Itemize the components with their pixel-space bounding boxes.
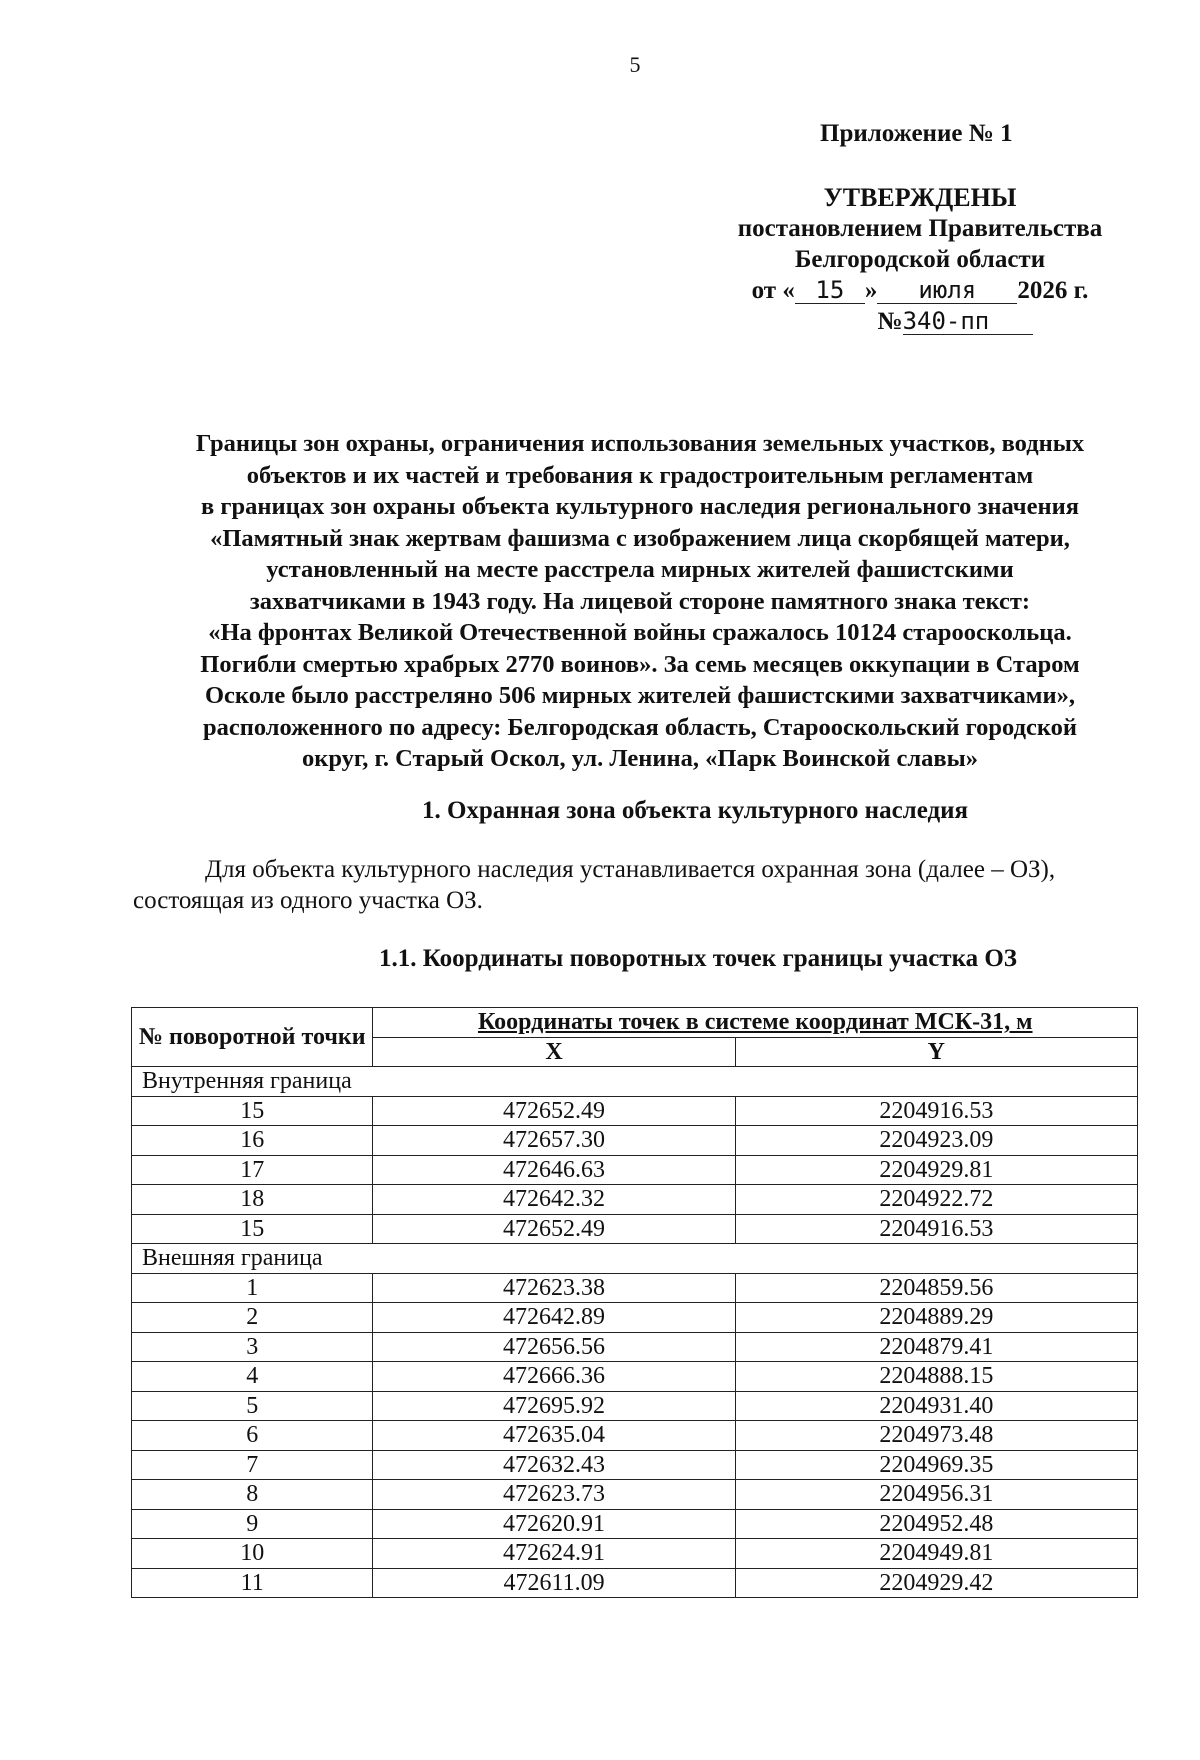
approval-number: [790, 306, 1120, 337]
title-line: захватчиками в 1943 году. На лицевой стороне памятного знака текст:: [249, 587, 1031, 615]
approved-heading: УТВЕРЖДЕНЫ: [823, 183, 1017, 212]
x-coordinate-cell: 472652.49: [373, 1096, 735, 1126]
table-header-row: [132, 1008, 1138, 1038]
table-row: [132, 1568, 1138, 1598]
x-coordinate-cell: 472635.04: [373, 1421, 735, 1451]
point-number-cell: 18: [132, 1185, 373, 1215]
number-prefix: №: [877, 308, 903, 335]
table-row: [132, 1391, 1138, 1421]
title-line: объектов и их частей и требования к градостроительным регламентам: [246, 461, 1034, 489]
table-row: [132, 1126, 1138, 1156]
x-coordinate-cell: 472695.92: [373, 1391, 735, 1421]
table-group-row: [132, 1244, 1138, 1274]
table-row: [132, 1303, 1138, 1333]
title-line: Погибли смертью храбрых 2770 воинов». За семь месяцев оккупации в Старом: [200, 650, 1080, 678]
point-number-cell: 2: [132, 1303, 373, 1333]
table-row: [132, 1480, 1138, 1510]
approved-region: Белгородской области: [794, 246, 1046, 273]
title-line: в границах зон охраны объекта культурного наследия регионального значения: [201, 493, 1079, 520]
body-paragraph: [133, 854, 1143, 916]
table-row: [132, 1096, 1138, 1126]
y-coordinate-cell: 2204952.48: [735, 1509, 1137, 1539]
x-coordinate-cell: 472642.32: [373, 1185, 735, 1215]
table-row: [132, 1185, 1138, 1215]
y-coordinate-cell: 2204916.53: [735, 1096, 1137, 1126]
table-body: [132, 1067, 1138, 1598]
title-line: Осколе было расстреляно 506 мирных жителей фашистскими захватчиками»,: [204, 682, 1075, 709]
date-day: 15: [795, 277, 865, 304]
x-coordinate-cell: 472611.09: [373, 1568, 735, 1598]
table-group-row: [132, 1067, 1138, 1097]
y-coordinate-cell: 2204929.81: [735, 1155, 1137, 1185]
y-coordinate-cell: 2204931.40: [735, 1391, 1137, 1421]
title-line: «Памятный знак жертвам фашизма с изображением лица скорбящей матери,: [210, 524, 1070, 552]
header-x: X: [373, 1037, 735, 1067]
x-coordinate-cell: 472646.63: [373, 1155, 735, 1185]
y-coordinate-cell: 2204889.29: [735, 1303, 1137, 1333]
resolution-number: 340-пп: [903, 308, 1033, 335]
table-row: [132, 1509, 1138, 1539]
table-row: [132, 1273, 1138, 1303]
x-coordinate-cell: 472623.38: [373, 1273, 735, 1303]
point-number-cell: 1: [132, 1273, 373, 1303]
approval-block: [720, 182, 1120, 337]
approval-date: [720, 275, 1120, 306]
group-label: Внутренняя граница: [132, 1067, 1138, 1097]
date-prefix: от «: [751, 277, 795, 304]
appendix-label: Приложение № 1: [820, 120, 1013, 147]
point-number-cell: 7: [132, 1450, 373, 1480]
y-coordinate-cell: 2204888.15: [735, 1362, 1137, 1392]
point-number-cell: 15: [132, 1214, 373, 1244]
group-label: Внешняя граница: [132, 1244, 1138, 1274]
paragraph-line: состоящая из одного участка ОЗ.: [133, 887, 483, 914]
y-coordinate-cell: 2204949.81: [735, 1539, 1137, 1569]
y-coordinate-cell: 2204879.41: [735, 1332, 1137, 1362]
point-number-cell: 10: [132, 1539, 373, 1569]
point-number-cell: 3: [132, 1332, 373, 1362]
x-coordinate-cell: 472624.91: [373, 1539, 735, 1569]
table-row: [132, 1450, 1138, 1480]
title-line: Границы зон охраны, ограничения использования земельных участков, водных: [195, 430, 1085, 457]
table-row: [132, 1362, 1138, 1392]
coordinates-table: [131, 1007, 1138, 1598]
title-line: установленный на месте расстрела мирных жителей фашистскими: [266, 556, 1014, 583]
x-coordinate-cell: 472656.56: [373, 1332, 735, 1362]
table-row: [132, 1155, 1138, 1185]
x-coordinate-cell: 472666.36: [373, 1362, 735, 1392]
header-y: Y: [735, 1037, 1137, 1067]
table-row: [132, 1539, 1138, 1569]
date-mid: »: [864, 277, 878, 304]
table-row: [132, 1421, 1138, 1451]
x-coordinate-cell: 472620.91: [373, 1509, 735, 1539]
point-number-cell: 17: [132, 1155, 373, 1185]
point-number-cell: 11: [132, 1568, 373, 1598]
document-title: [140, 428, 1140, 775]
point-number-cell: 6: [132, 1421, 373, 1451]
y-coordinate-cell: 2204923.09: [735, 1126, 1137, 1156]
x-coordinate-cell: 472623.73: [373, 1480, 735, 1510]
point-number-cell: 5: [132, 1391, 373, 1421]
y-coordinate-cell: 2204929.42: [735, 1568, 1137, 1598]
y-coordinate-cell: 2204956.31: [735, 1480, 1137, 1510]
title-line: расположенного по адресу: Белгородская область, Старооскольский городской: [202, 713, 1078, 741]
title-line: «На фронтах Великой Отечественной войны сражалось 10124 старооскольца.: [208, 619, 1072, 646]
date-year: 2026 г.: [1017, 277, 1089, 304]
x-coordinate-cell: 472657.30: [373, 1126, 735, 1156]
point-number-cell: 4: [132, 1362, 373, 1392]
section-heading: 1. Охранная зона объекта культурного наследия: [421, 797, 969, 824]
point-number-cell: 8: [132, 1480, 373, 1510]
point-number-cell: 16: [132, 1126, 373, 1156]
y-coordinate-cell: 2204973.48: [735, 1421, 1137, 1451]
paragraph-line: Для объекта культурного наследия устанавливается охранная зона (далее – ОЗ),: [205, 856, 1056, 883]
table-row: [132, 1332, 1138, 1362]
header-point-number: № поворотной точки: [132, 1008, 373, 1067]
approved-by-resolution: постановлением Правительства: [737, 215, 1103, 242]
point-number-cell: 9: [132, 1509, 373, 1539]
x-coordinate-cell: 472642.89: [373, 1303, 735, 1333]
y-coordinate-cell: 2204922.72: [735, 1185, 1137, 1215]
date-month: июля: [877, 277, 1017, 304]
page-number: 5: [629, 52, 641, 77]
point-number-cell: 15: [132, 1096, 373, 1126]
header-coordinates: Координаты точек в системе координат МСК-31, м: [373, 1008, 1138, 1038]
y-coordinate-cell: 2204969.35: [735, 1450, 1137, 1480]
x-coordinate-cell: 472652.49: [373, 1214, 735, 1244]
y-coordinate-cell: 2204916.53: [735, 1214, 1137, 1244]
table-heading: 1.1. Координаты поворотных точек границы участка ОЗ: [379, 945, 1017, 972]
table-row: [132, 1214, 1138, 1244]
x-coordinate-cell: 472632.43: [373, 1450, 735, 1480]
y-coordinate-cell: 2204859.56: [735, 1273, 1137, 1303]
title-line: округ, г. Старый Оскол, ул. Ленина, «Парк Воинской славы»: [301, 745, 979, 772]
